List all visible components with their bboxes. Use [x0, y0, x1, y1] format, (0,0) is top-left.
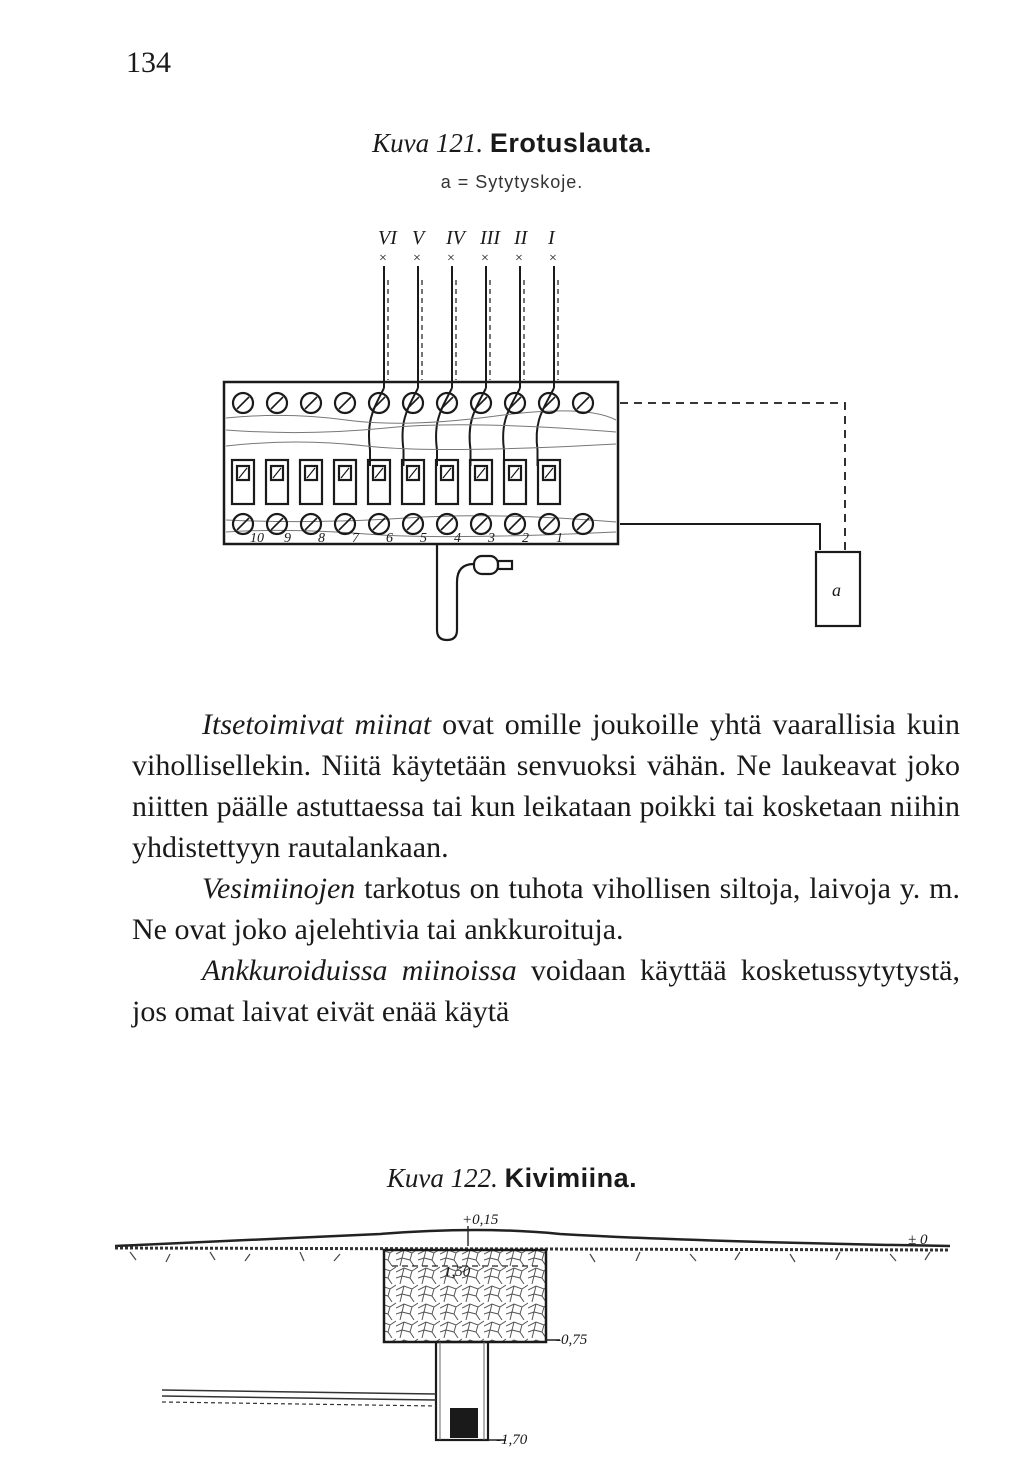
- figure-121-legend: a = Sytytyskoje.: [440, 172, 584, 192]
- screw-slot: [339, 518, 351, 530]
- fuse-mark: [375, 468, 383, 478]
- screw-slot: [441, 518, 453, 530]
- screw-slot: [475, 518, 487, 530]
- fuse-mark: [443, 468, 451, 478]
- figure-122-caption: [0, 1163, 1024, 1194]
- fuse-mark: [239, 468, 247, 478]
- device-label: a: [832, 580, 841, 600]
- figure-122-diagram: [0, 1212, 1024, 1452]
- terminal-number-1: 1: [556, 531, 563, 546]
- terminal-number-8: 8: [318, 531, 325, 546]
- screw-slot: [271, 397, 283, 409]
- terminal-number-5: 5: [420, 531, 427, 546]
- fuse-mark: [273, 468, 281, 478]
- paragraph-3: [132, 950, 960, 1032]
- screw-slot: [577, 397, 589, 409]
- terminal-number-3: 3: [488, 531, 495, 546]
- label-top: +0,15: [462, 1212, 499, 1228]
- wire-label-I: I: [548, 227, 555, 249]
- wire-cross-mark: ×: [379, 251, 387, 266]
- fuse-mark: [409, 468, 417, 478]
- paragraph-3-emphasis: Ankkuroiduissa miinoissa: [202, 954, 517, 987]
- screw-slot: [305, 518, 317, 530]
- label-depth-1: -0,75: [556, 1332, 588, 1348]
- terminal-number-7: 7: [352, 531, 359, 546]
- fuse-mark: [545, 468, 553, 478]
- fuse-mark: [477, 468, 485, 478]
- screw-slot: [237, 397, 249, 409]
- screw-slot: [339, 397, 351, 409]
- terminal-number-6: 6: [386, 531, 393, 546]
- figure-121-title: Erotuslauta.: [489, 128, 652, 158]
- wire-label-IV: IV: [446, 227, 465, 249]
- wire-cross-mark: ×: [481, 251, 489, 266]
- terminal-number-2: 2: [522, 531, 529, 546]
- figure-121-diagram: [0, 220, 1024, 690]
- figure-121-number: Kuva 121.: [372, 128, 484, 158]
- label-width: 1,50: [444, 1264, 471, 1280]
- fuse-mark: [307, 468, 315, 478]
- screw-slot: [271, 518, 283, 530]
- paragraph-1-text: ovat omille joukoille yhtä vaarallisia kuin vihollisellekin. Niitä käytetään senvuoksi vähän. Ne laukeavat joko niitten päälle astuttaessa tai kun leikataan poikki tai kosketaan niihin yhdistettyyn rautalankaan.: [132, 708, 960, 864]
- figure-122-number: Kuva 122.: [386, 1163, 498, 1193]
- wire-label-III: III: [480, 227, 500, 249]
- wire-cross-mark: ×: [549, 251, 557, 266]
- paragraph-2: [132, 868, 960, 950]
- paragraph-3-text: voidaan käyttää kosketussytytystä, jos omat laivat eivät enää käytä: [132, 954, 960, 1028]
- fuse-mark: [341, 468, 349, 478]
- paragraph-2-text: tarkotus on tuhota vihollisen siltoja, laivoja y. m. Ne ovat joko ajelehtivia tai ankkuroituja.: [132, 872, 960, 946]
- screw-slot: [407, 518, 419, 530]
- screw-slot: [543, 518, 555, 530]
- terminal-number-10: 10: [250, 531, 264, 546]
- screw-slot: [305, 397, 317, 409]
- terminal-number-9: 9: [284, 531, 291, 546]
- body-text: [132, 704, 960, 1032]
- fuse-mark: [511, 468, 519, 478]
- terminal-number-4: 4: [454, 531, 461, 546]
- figure-121-caption: [0, 128, 1024, 159]
- wire-label-VI: VI: [378, 227, 397, 249]
- screw-slot: [237, 518, 249, 530]
- paragraph-1-emphasis: Itsetoimivat miinat: [202, 708, 432, 741]
- wire-label-II: II: [514, 227, 528, 249]
- wire-label-V: V: [412, 227, 425, 249]
- wire-cross-mark: ×: [515, 251, 523, 266]
- paragraph-2-emphasis: Vesimiinojen: [202, 872, 356, 905]
- wire-cross-mark: ×: [413, 251, 421, 266]
- screw-slot: [509, 518, 521, 530]
- page-number: 134: [126, 46, 171, 79]
- paragraph-1: [132, 704, 960, 868]
- figure-122-title: Kivimiina.: [504, 1163, 638, 1193]
- wire-cross-mark: ×: [447, 251, 455, 266]
- label-zero: ± 0: [908, 1232, 928, 1248]
- label-depth-2: -1,70: [496, 1432, 528, 1448]
